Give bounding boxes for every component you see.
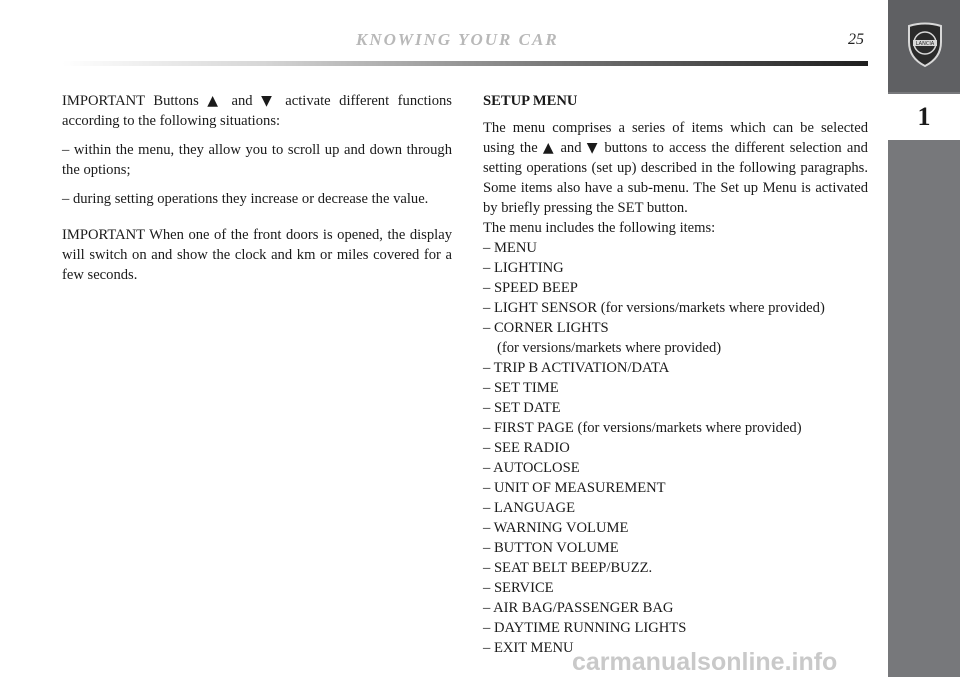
setup-menu-title: SETUP MENU bbox=[483, 93, 578, 109]
page-number: 25 bbox=[848, 31, 864, 48]
right-column bbox=[483, 91, 868, 658]
header-rule bbox=[62, 61, 868, 66]
intro-text-a: The menu comprises a series of items which can be selected using the bbox=[483, 120, 868, 156]
up-arrow-icon: ▲ bbox=[542, 140, 556, 156]
list-item: – SERVICE bbox=[483, 580, 554, 596]
list-item: – BUTTON VOLUME bbox=[483, 540, 619, 556]
list-item: – SET DATE bbox=[483, 400, 561, 416]
list-item: – TRIP B ACTIVATION/DATA bbox=[483, 360, 670, 376]
intro-text-b: buttons to access the different selection and setting operations (set up) described in the following paragraphs. Some items also have a sub-menu. The Set up Menu is activated by briefly pressing the SET button. bbox=[483, 140, 868, 216]
list-item: – DAYTIME RUNNING LIGHTS bbox=[483, 620, 687, 636]
doors-note: IMPORTANT When one of the front doors is opened, the display will switch on and show the clock and km or miles covered for a few seconds. bbox=[62, 227, 452, 283]
list-item: – SET TIME bbox=[483, 380, 559, 396]
chapter-number: 1 bbox=[888, 94, 960, 140]
setup-menu-intro bbox=[483, 118, 868, 218]
list-item: – LANGUAGE bbox=[483, 500, 576, 516]
down-arrow-icon: ▼ bbox=[261, 93, 277, 109]
watermark-text: carmanualsonline.info bbox=[572, 648, 838, 676]
list-item: – FIRST PAGE (for versions/markets where provided) bbox=[483, 420, 802, 436]
list-item: – SPEED BEEP bbox=[483, 280, 578, 296]
list-item: – SEE RADIO bbox=[483, 440, 570, 456]
list-item: – EXIT MENU bbox=[483, 640, 574, 656]
buttons-note bbox=[62, 91, 452, 131]
up-arrow-icon: ▲ bbox=[207, 93, 223, 109]
scroll-note: – within the menu, they allow you to scroll up and down through the options; bbox=[62, 142, 452, 178]
list-item: – LIGHTING bbox=[483, 260, 564, 276]
list-item-continuation: (for versions/markets where provided) bbox=[497, 340, 722, 356]
setting-note: – during setting operations they increase or decrease the value. bbox=[62, 191, 429, 207]
list-item: – SEAT BELT BEEP/BUZZ. bbox=[483, 560, 653, 576]
lancia-shield-icon bbox=[905, 22, 945, 68]
list-item: – AUTOCLOSE bbox=[483, 460, 580, 476]
buttons-note-and: and bbox=[231, 93, 253, 109]
logo-text: LANCIA bbox=[915, 41, 935, 47]
down-arrow-icon: ▼ bbox=[586, 140, 600, 156]
page-header-title: KNOWING YOUR CAR bbox=[356, 30, 559, 49]
buttons-note-text-b: activate different functions according to the following situations: bbox=[62, 93, 452, 129]
list-item: – WARNING VOLUME bbox=[483, 520, 629, 536]
left-column bbox=[62, 91, 452, 294]
menu-includes-text: The menu includes the following items: bbox=[483, 220, 716, 236]
list-item: – UNIT OF MEASUREMENT bbox=[483, 480, 666, 496]
list-item: – LIGHT SENSOR (for versions/markets where provided) bbox=[483, 300, 825, 316]
list-item: – MENU bbox=[483, 240, 537, 256]
intro-and: and bbox=[560, 140, 582, 156]
list-item: – AIR BAG/PASSENGER BAG bbox=[483, 600, 674, 616]
buttons-note-text-a: IMPORTANT Buttons bbox=[62, 93, 199, 109]
menu-items-list bbox=[483, 238, 868, 658]
list-item: – CORNER LIGHTS bbox=[483, 320, 609, 336]
